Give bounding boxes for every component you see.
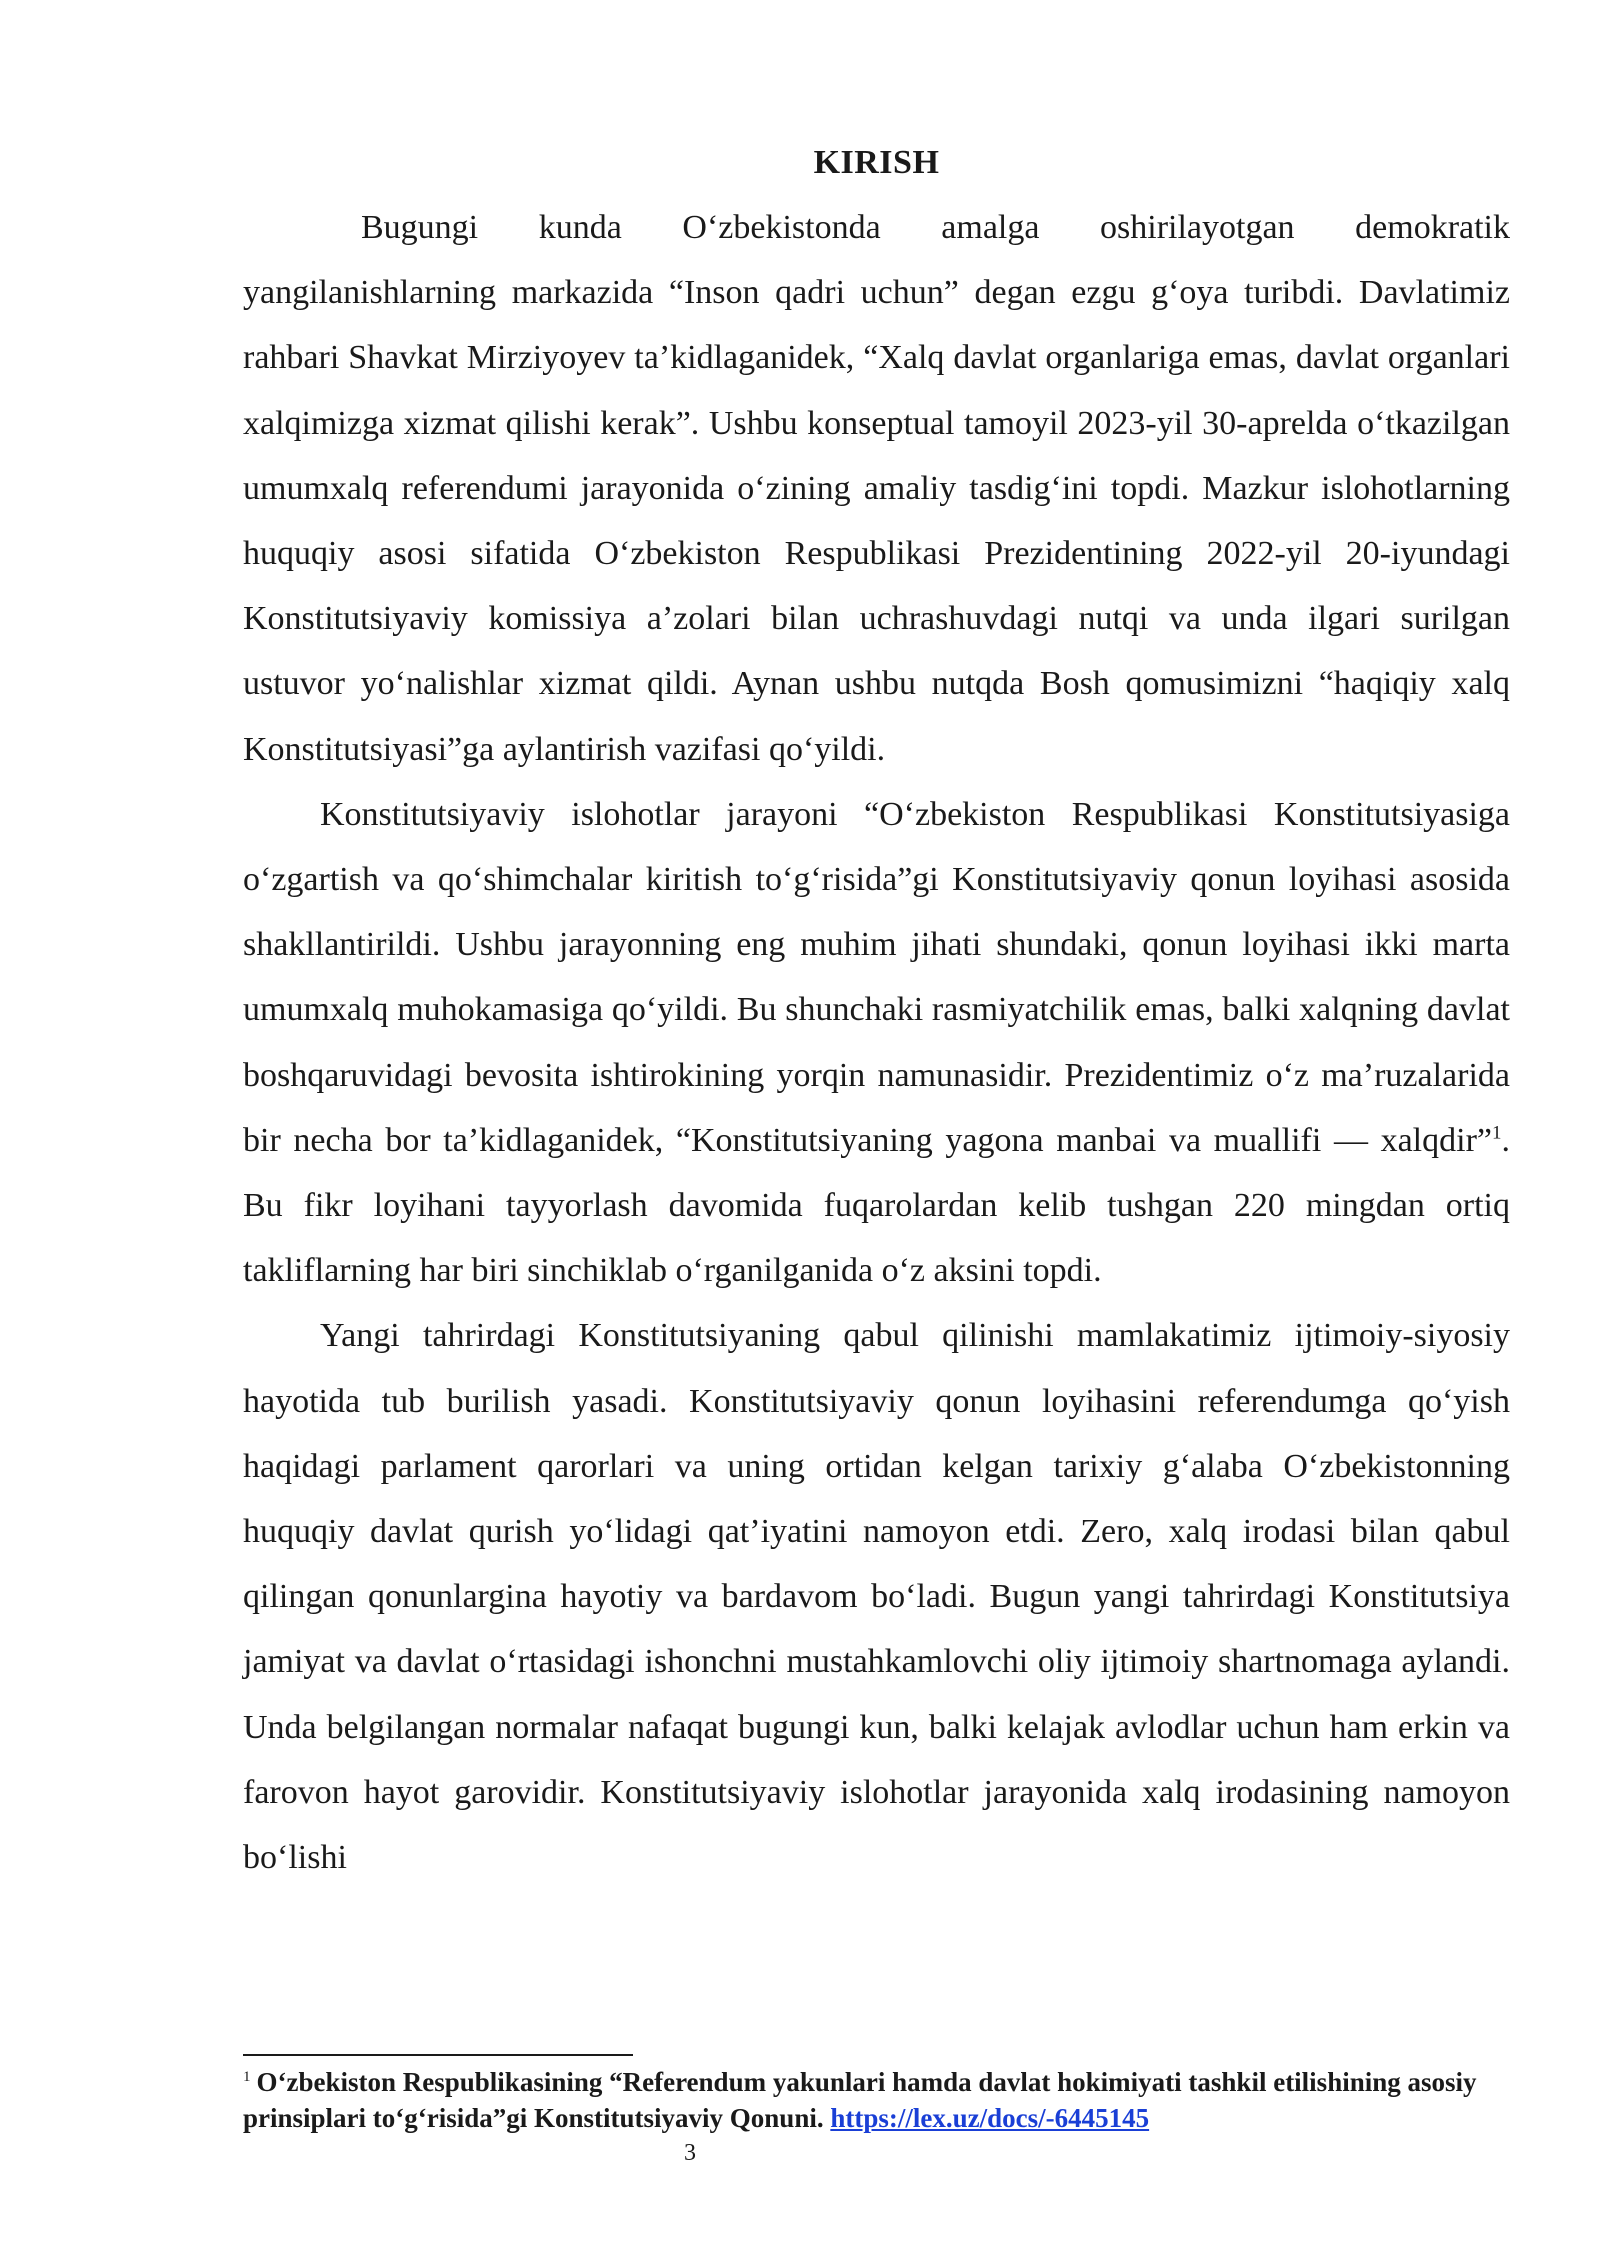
- footnote-marker: 1: [243, 2069, 251, 2085]
- paragraph-reform-process: [243, 782, 1510, 1304]
- footnote: [243, 2064, 1510, 2136]
- footnote-reference[interactable]: 1: [1492, 1122, 1502, 1144]
- paragraph-intro: Bugungi kunda O‘zbekistonda amalga oshirilayotgan demokratik yangilanishlarning markazida “Inson qadri uchun” degan ezgu g‘oya turibdi. Davlatimiz rahbari Shavkat Mirziyoyev ta’kidlaganidek, “Xalq davlat organlariga emas, davlat organlari xalqimizga xizmat qilishi kerak”. Ushbu konseptual tamoyil 2023-yil 30-aprelda o‘tkazilgan umumxalq referendumi jarayonida o‘zining amaliy tasdig‘ini topdi. Mazkur islohotlarning huquqiy asosi sifatida O‘zbekiston Respublikasi Prezidentining 2022-yil 20-iyundagi Konstitutsiyaviy komissiya a’zolari bilan uchrashuvdagi nutqi va unda ilgari surilgan ustuvor yo‘nalishlar xizmat qildi. Aynan ushbu nutqda Bosh qomusimizni “haqiqiy xalq Konstitutsiyasi”ga aylantirish vazifasi qo‘yildi.: [243, 209, 1510, 768]
- paragraph-text: Konstitutsiyaviy islohotlar jarayoni “O‘zbekiston Respublikasi Konstitutsiyasiga o‘zgartish va qo‘shimchalar kiritish to‘g‘risida”gi Konstitutsiyaviy qonun loyihasi asosida shakllantirildi. Ushbu jarayonning eng muhim jihati shundaki, qonun loyihasi ikki marta umumxalq muhokamasiga qo‘yildi. Bu shunchaki rasmiyatchilik emas, balki xalqning davlat boshqaruvidagi bevosita ishtirokining yorqin namunasidir. Prezidentimiz o‘z ma’ruzalarida bir necha bor ta’kidlaganidek, “Konstitutsiyaning yagona manbai va muallifi — xalqdir”: [243, 795, 1510, 1159]
- footnote-text: O‘zbekiston Respublikasining “Referendum yakunlari hamda davlat hokimiyati tashkil etilishining asosiy prinsiplari to‘g‘risida”gi Konstitutsiyaviy Qonuni.: [243, 2067, 1477, 2133]
- document-body: [243, 195, 1510, 1890]
- paragraph-text: . Bu fikr loyihani tayyorlash davomida fuqarolardan kelib tushgan 220 mingdan ortiq takliflarning har biri sinchiklab o‘rganilganida o‘z aksini topdi.: [243, 1121, 1510, 1290]
- section-title: KIRISH: [813, 144, 940, 181]
- page-number: 3: [684, 2140, 696, 2166]
- footnote-link[interactable]: https://lex.uz/docs/-6445145: [830, 2103, 1150, 2133]
- footnote-separator: [243, 2054, 633, 2056]
- paragraph-new-constitution: Yangi tahrirdagi Konstitutsiyaning qabul qilinishi mamlakatimiz ijtimoiy-siyosiy hayotida tub burilish yasadi. Konstitutsiyaviy qonun loyihasini referendumga qo‘yish haqidagi parlament qarorlari va uning ortidan kelgan tarixiy g‘alaba O‘zbekistonning huquqiy davlat qurish yo‘lidagi qat’iyatini namoyon etdi. Zero, xalq irodasi bilan qabul qilingan qonunlargina hayotiy va bardavom bo‘ladi. Bugun yangi tahrirdagi Konstitutsiya jamiyat va davlat o‘rtasidagi ishonchni mustahkamlovchi oliy ijtimoiy shartnomaga aylandi. Unda belgilangan normalar nafaqat bugungi kun, balki kelajak avlodlar uchun ham erkin va farovon hayot garovidir. Konstitutsiyaviy islohotlar jarayonida xalq irodasining namoyon bo‘lishi: [243, 1317, 1510, 1877]
